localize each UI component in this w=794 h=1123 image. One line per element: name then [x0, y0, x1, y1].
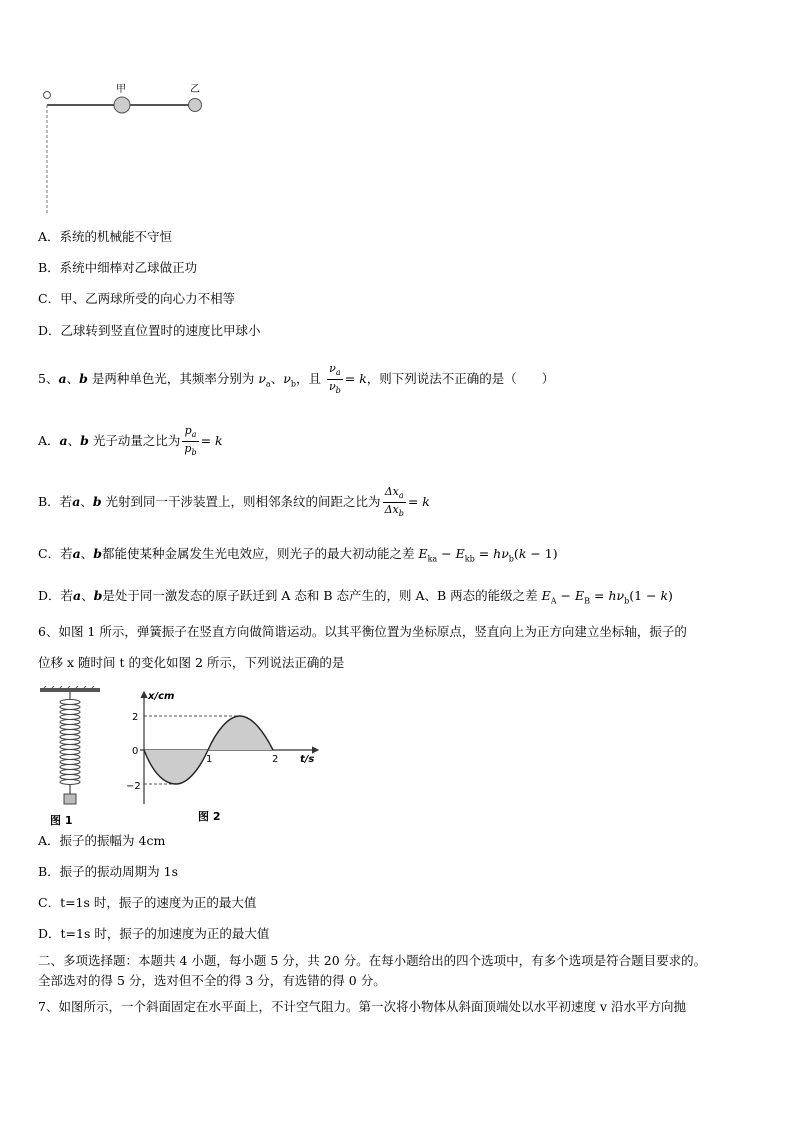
- q5-stem-text1: 是两种单色光，其频率分别为: [91, 371, 255, 387]
- q5-option-b: B．若a、b 光射到同一干涉装置上，则相邻条纹的间距之比为 $\frac{\Delta x_a}{\Delta x_b}$ = k: [38, 485, 430, 519]
- label-yi: 乙: [190, 84, 200, 95]
- q6-option-b: B．振子的振动周期为 1s: [38, 864, 179, 879]
- q5-option-c: C．若a、b都能使某种金属发生光电效应，则光子的最大初动能之差 $E_{ka} - E_{kb} = h\nu_b(k - 1)$: [38, 546, 558, 564]
- tick-minus-2: −2: [126, 781, 141, 792]
- q5-stem: 5、a、b 是两种单色光，其频率分别为 $\nu_a$、$\nu_b$，且 $\frac{\nu_a}{\nu_b}$ = k，则下列说法不正确的是（ ）: [38, 362, 555, 396]
- xt-graph: [118, 686, 328, 828]
- tick-t2: 2: [272, 754, 279, 765]
- tick-0: 0: [132, 746, 139, 757]
- q6-option-c: C．t=1s 时，振子的速度为正的最大值: [38, 895, 257, 910]
- fig2-caption: 图 2: [198, 810, 221, 823]
- q4-option-c: C．甲、乙两球所受的向心力不相等: [38, 291, 236, 306]
- q5-stem-text3: ，则下列说法不正确的是（ ）: [366, 371, 555, 387]
- pivot-o: [44, 92, 51, 99]
- q4-option-d: D．乙球转到竖直位置时的速度比甲球小: [38, 323, 261, 338]
- q5-stem-text2: ，且: [295, 371, 321, 387]
- section2-line2: 全部选对的得 5 分，选对但不全的得 3 分，有选错的得 0 分。: [38, 973, 386, 988]
- y-axis-label: x/cm: [148, 691, 175, 702]
- x-axis-label: t/s: [300, 754, 315, 765]
- q5-num: 5、: [38, 371, 59, 387]
- ceiling: [40, 688, 100, 692]
- oscillator-block: [64, 794, 76, 804]
- q6-stem-line1: 6、如图 1 所示，弹簧振子在竖直方向做简谐运动。以其平衡位置为坐标原点，竖直向上为正方向建立坐标轴，振子的: [38, 624, 687, 639]
- ceiling-hatch: [44, 686, 96, 688]
- label-jia: 甲: [116, 84, 126, 95]
- spring-oscillator-figure: [38, 686, 108, 828]
- spring: [60, 700, 80, 785]
- section2-line1: 二、多项选择题：本题共 4 小题，每小题 5 分，共 20 分。在每小题给出的四个选项中，有多个选项是符合题目要求的。: [38, 953, 707, 968]
- tick-t1: 1: [206, 754, 213, 765]
- q5-option-d: D．若a、b是处于同一激发态的原子跃迁到 A 态和 B 态产生的，则 A、B 两态的能级之差 $E_A - E_B = h\nu_b(1 - k)$: [38, 588, 673, 606]
- q6-option-a: A．振子的振幅为 4cm: [38, 833, 166, 848]
- fig1-caption: 图 1: [50, 814, 73, 827]
- q6-option-d: D．t=1s 时，振子的加速度为正的最大值: [38, 926, 270, 941]
- q7-line1: 7、如图所示，一个斜面固定在水平面上，不计空气阻力。第一次将小物体从斜面顶端处以水平初速度 v 沿水平方向抛: [38, 999, 686, 1014]
- ball-yi: [189, 99, 202, 112]
- ball-jia: [114, 97, 130, 113]
- q4-option-b: B．系统中细棒对乙球做正功: [38, 260, 198, 275]
- q5-freq-ratio: $\frac{\nu_a}{\nu_b}$: [328, 362, 341, 396]
- q6-stem-line2: 位移 x 随时间 t 的变化如图 2 所示，下列说法正确的是: [38, 655, 345, 670]
- q4-option-a: A．系统的机械能不守恒: [38, 229, 173, 244]
- q5-option-a: A．a、b 光子动量之比为 $\frac{p_a}{p_b}$ = k: [38, 424, 223, 458]
- momentum-ratio: $\frac{p_a}{p_b}$: [184, 424, 197, 458]
- tick-2: 2: [132, 712, 139, 723]
- rod-balls-figure: [30, 80, 230, 220]
- fringe-ratio: $\frac{\Delta x_a}{\Delta x_b}$: [384, 485, 404, 519]
